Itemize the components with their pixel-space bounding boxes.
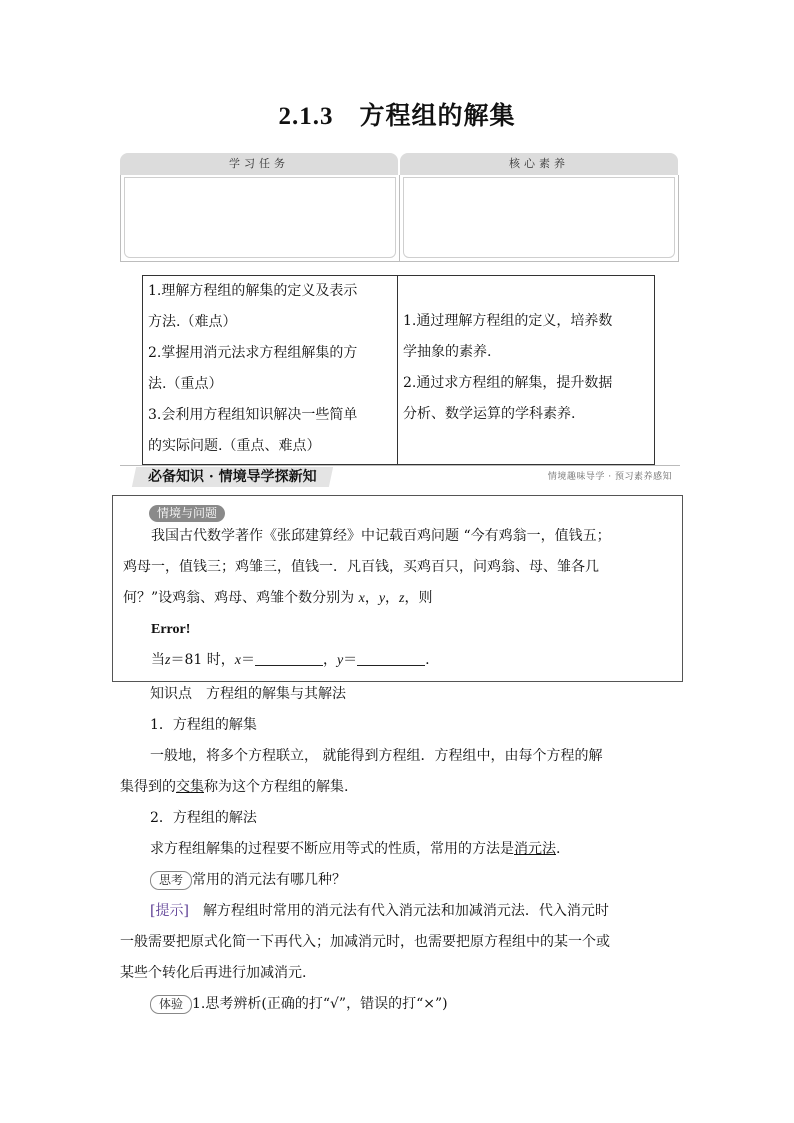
paragraph-line: 求方程组解集的过程要不断应用等式的性质，常用的方法是消元法. bbox=[150, 841, 561, 857]
section-title: 方程组的解集 bbox=[359, 101, 516, 130]
objective-line: 的实际问题.（重点、难点） bbox=[148, 438, 321, 454]
knowledge-heading: 知识点 方程组的解集与其解法 bbox=[150, 686, 346, 702]
scenario-line: 何？”设鸡翁、鸡母、鸡雏个数分别为 x，y，z，则 bbox=[123, 590, 433, 606]
error-text: Error! bbox=[151, 622, 191, 637]
objective-line: 1.理解方程组的解集的定义及表示 bbox=[148, 283, 358, 299]
table-divider bbox=[397, 276, 398, 464]
literacy-line: 2.通过求方程组的解集，提升数据 bbox=[403, 375, 613, 391]
section-banner bbox=[120, 463, 680, 487]
think-tag: 思考 bbox=[150, 871, 192, 890]
tip-line: [提示] 解方程组时常用的消元法有代入消元法和加减消元法．代入消元时 bbox=[150, 903, 609, 919]
tip-tag: [提示] bbox=[150, 903, 189, 919]
objective-line: 2.掌握用消元法求方程组解集的方 bbox=[148, 345, 358, 361]
task-header-table bbox=[120, 153, 678, 262]
scenario-line: 我国古代数学著作《张邱建算经》中记载百鸡问题 “今有鸡翁一，值钱五； bbox=[151, 528, 611, 544]
literacy-line: 1.通过理解方程组的定义，培养数 bbox=[403, 313, 613, 329]
underlined-term: 交集 bbox=[176, 779, 204, 795]
header-core-literacy: 核心素养 bbox=[400, 153, 678, 175]
underlined-term: 消元法 bbox=[514, 841, 556, 857]
scenario-box bbox=[112, 495, 683, 682]
literacy-line: 学抽象的素养. bbox=[403, 344, 492, 360]
objectives-right bbox=[403, 306, 648, 464]
core-literacy-box bbox=[399, 175, 679, 262]
knowledge-section bbox=[120, 679, 680, 1020]
paragraph-line: 集得到的交集称为这个方程组的解集. bbox=[120, 779, 349, 795]
literacy-line: 分析、数学运算的学科素养. bbox=[403, 406, 576, 422]
subsection-title: 1．方程组的解集 bbox=[150, 717, 257, 733]
objective-line: 法.（重点） bbox=[148, 376, 223, 392]
learning-tasks-box bbox=[120, 175, 400, 262]
subsection-title: 2．方程组的解法 bbox=[150, 810, 257, 826]
objectives-table bbox=[142, 275, 655, 465]
header-learning-tasks: 学习任务 bbox=[120, 153, 398, 175]
answer-blank-x[interactable] bbox=[255, 651, 323, 666]
scenario-question: 当z＝81 时，x＝ ，y＝ . bbox=[151, 652, 430, 668]
experience-tag: 体验 bbox=[150, 995, 192, 1014]
scenario-line: 鸡母一，值钱三；鸡雏三，值钱一．凡百钱，买鸡百只，问鸡翁、母、雏各几 bbox=[123, 559, 599, 575]
experience-line: 体验 1.思考辨析(正确的打“√”，错误的打“×”) bbox=[120, 989, 680, 1020]
paragraph-line: 一般地，将多个方程联立， 就能得到方程组．方程组中，由每个方程的解 bbox=[150, 748, 603, 764]
section-label: 必备知识 · 情境导学探新知 bbox=[132, 467, 333, 487]
objective-line: 方法.（难点） bbox=[148, 314, 237, 330]
objectives-left bbox=[148, 276, 393, 464]
tip-line: 某些个转化后再进行加减消元. bbox=[120, 965, 307, 981]
page-title bbox=[0, 96, 794, 132]
tip-line: 一般需要把原式化简一下再代入；加减消元时，也需要把原方程组中的某一个或 bbox=[120, 934, 610, 950]
objective-line: 3.会利用方程组知识解决一些简单 bbox=[148, 407, 358, 423]
section-subtitle: 情境趣味导学 · 预习素养感知 bbox=[547, 472, 672, 482]
answer-blank-y[interactable] bbox=[357, 651, 425, 666]
think-question: 思考 常用的消元法有哪几种？ bbox=[120, 865, 680, 896]
section-number: 2.1.3 bbox=[278, 103, 334, 130]
scenario-tag: 情境与问题 bbox=[149, 505, 225, 522]
